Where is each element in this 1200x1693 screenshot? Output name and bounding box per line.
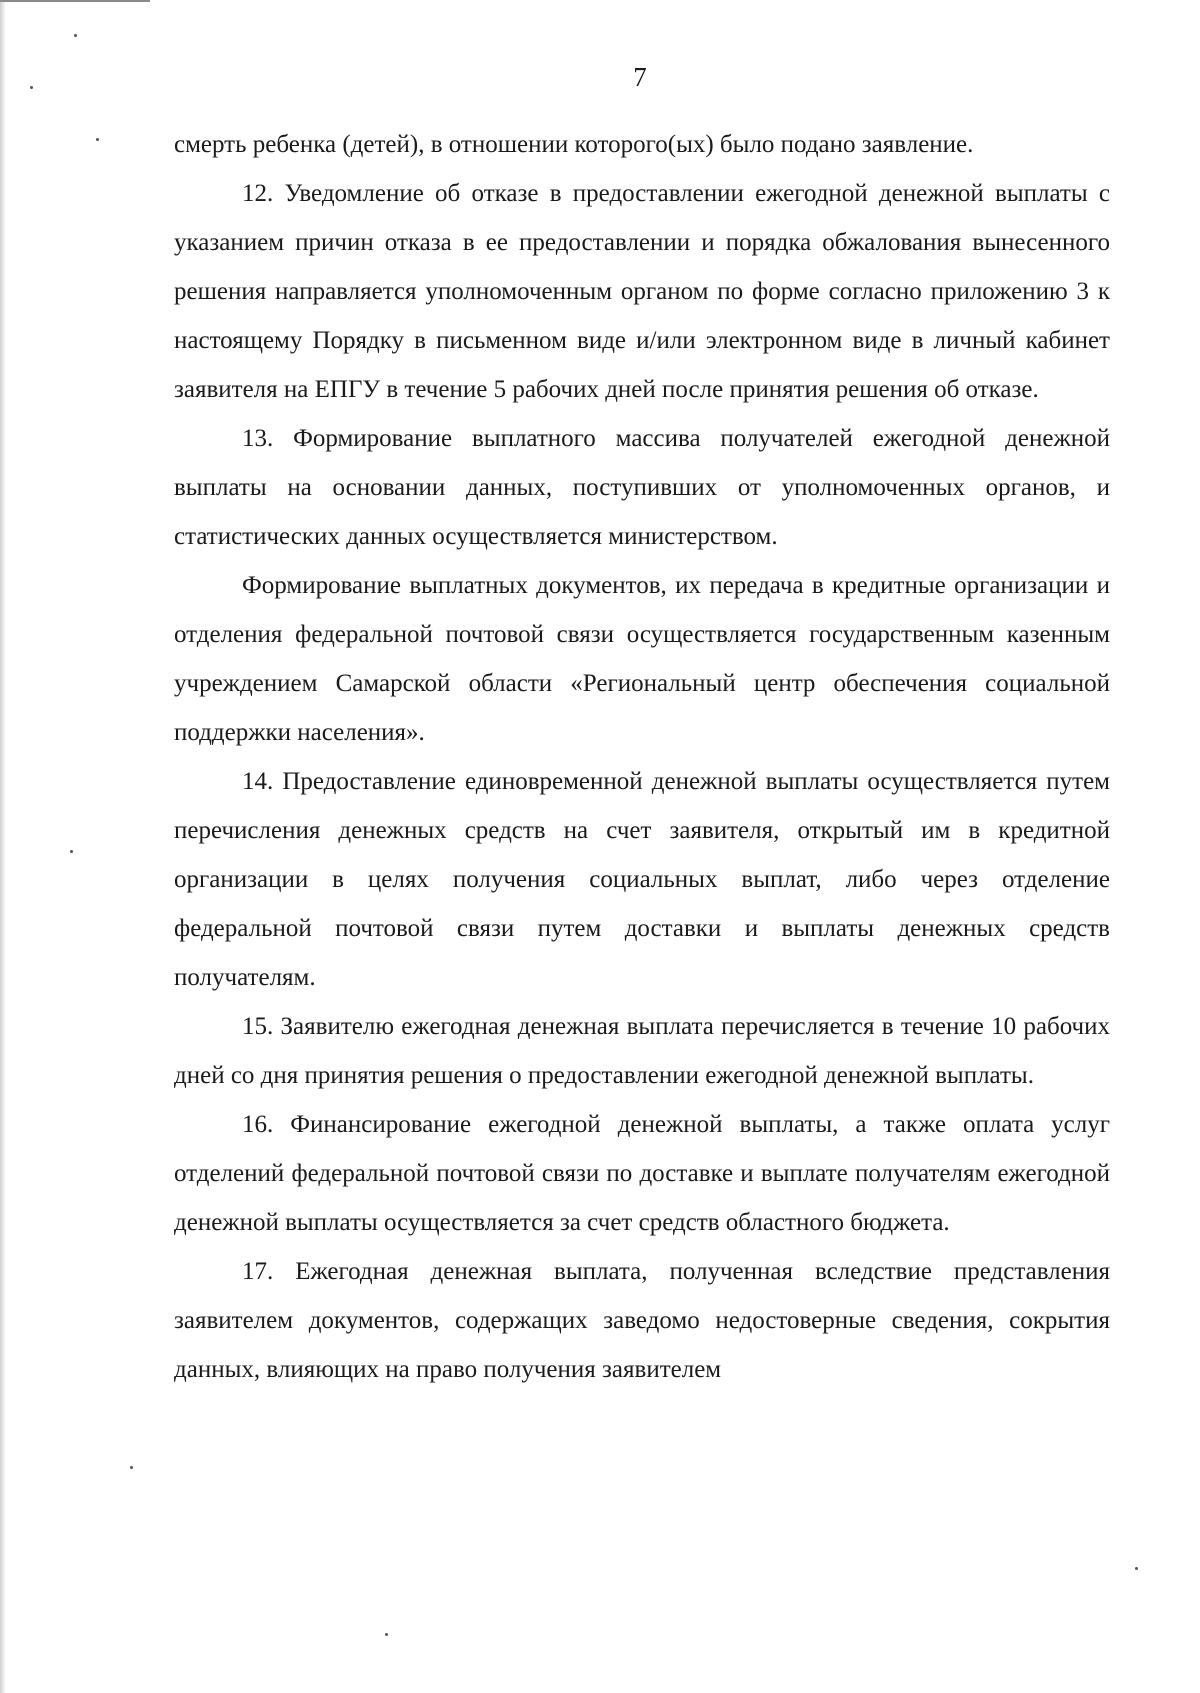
- scan-speck: [385, 1633, 388, 1636]
- paragraph-16: 16. Финансирование ежегодной денежной выплаты, а также оплата услуг отделений федеральной почтовой связи по доставке и выплате получателям ежегодной денежной выплаты осуществляется за счет средств областного бюджета.: [174, 1111, 1110, 1236]
- paragraph-17: 17. Ежегодная денежная выплата, полученная вследствие представления заявителем документов, содержащих заведомо недостоверные сведения, сокрытия данных, влияющих на право получения заявителем: [174, 1258, 1110, 1383]
- paragraph-14: 14. Предоставление единовременной денежной выплаты осуществляется путем перечисления денежных средств на счет заявителя, открытый им в кредитной организации в целях получения социальных выплат, либо через отделение федеральной почтовой связи путем доставки и выплаты денежных средств получателям.: [174, 768, 1110, 991]
- scan-speck: [1135, 1567, 1138, 1570]
- scan-speck: [74, 34, 77, 37]
- document-body: [174, 120, 1110, 1394]
- paragraph-15: 15. Заявителю ежегодная денежная выплата перечисляется в течение 10 рабочих дней со дня принятия решения о предоставлении ежегодной денежной выплаты.: [174, 1013, 1110, 1089]
- paragraph-13-payment-documents: Формирование выплатных документов, их передача в кредитные организации и отделения федеральной почтовой связи осуществляется государственным казенным учреждением Самарской области «Региональный центр обеспечения социальной поддержки населения».: [174, 572, 1110, 746]
- page-number: 7: [633, 62, 647, 92]
- paragraph-continuation: смерть ребенка (детей), в отношении которого(ых) было подано заявление.: [174, 131, 974, 158]
- scan-top-mark: [0, 0, 150, 2]
- scan-edge-shadow: [0, 0, 6, 1693]
- scan-speck: [130, 1466, 133, 1469]
- scan-speck: [70, 850, 73, 853]
- paragraph-13: 13. Формирование выплатного массива получателей ежегодной денежной выплаты на основании данных, поступивших от уполномоченных органов, и статистических данных осуществляется министерством.: [174, 425, 1110, 550]
- scan-speck: [96, 138, 99, 141]
- paragraph-12: 12. Уведомление об отказе в предоставлении ежегодной денежной выплаты с указанием причин отказа в ее предоставлении и порядка обжалования вынесенного решения направляется уполномоченным органом по форме согласно приложению 3 к настоящему Порядку в письменном виде и/или электронном виде в личный кабинет заявителя на ЕПГУ в течение 5 рабочих дней после принятия решения об отказе.: [174, 180, 1110, 403]
